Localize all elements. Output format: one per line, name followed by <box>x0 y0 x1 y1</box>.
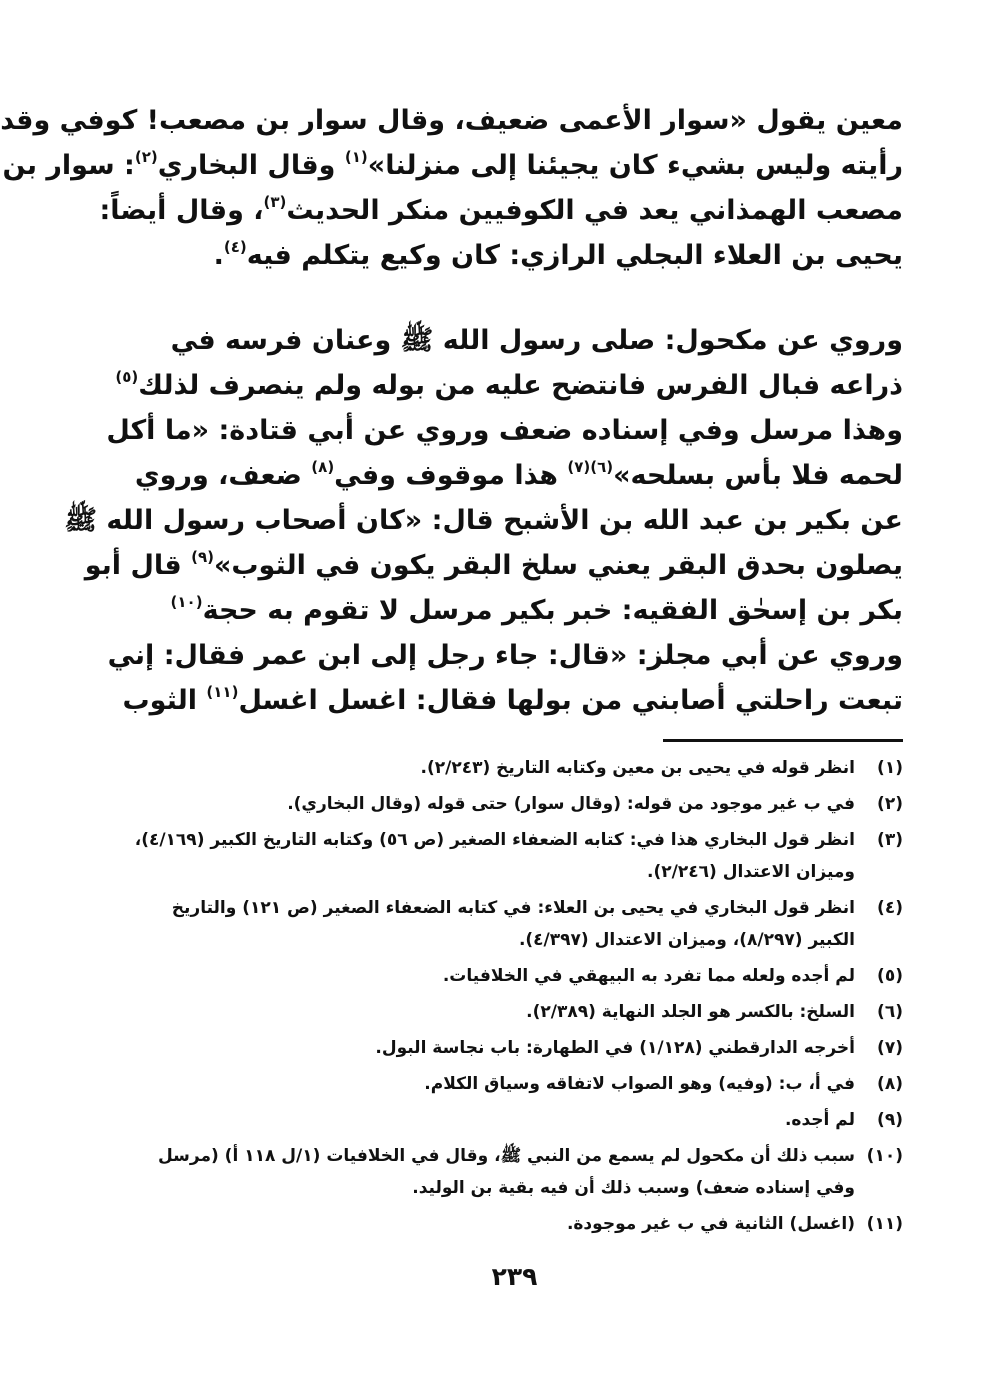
footnote-marker: (٨) <box>311 458 335 476</box>
footnote-number: (٥) <box>877 966 903 986</box>
footnote-text: انظر قول البخاري في يحيى بن العلاء: في كتابه الضعفاء الصغير (ص ١٢١) والتاريخ الكبير (٨/٢٩٧)، وميزان الاعتدال (٤/٣٩٧). <box>171 898 855 950</box>
footnote-number: (٢) <box>877 794 903 814</box>
footnote-text: في أ، ب: (وفيه) وهو الصواب لاتفاقه وسياق الكلام. <box>424 1074 855 1094</box>
footnote-number: (٤) <box>877 898 903 918</box>
text-line: يحيى بن العلاء البجلي الرازي: كان وكيع يتكلم فيه$^{(٤)}$. <box>213 238 903 271</box>
footnote-number: (١) <box>877 758 903 778</box>
footnote <box>123 996 903 1028</box>
footnote-text: أخرجه الدارقطني (١/١٢٨) في الطهارة: باب نجاسة البول. <box>375 1038 855 1058</box>
footnote <box>123 752 903 784</box>
footnote <box>123 788 903 820</box>
footnote-text: السلخ: بالكسر هو الجلد النهاية (٢/٣٨٩). <box>526 1002 855 1022</box>
footnote-text: لم أجده. <box>784 1110 855 1130</box>
main-paragraph-1 <box>0 98 903 278</box>
text-line: عن بكير بن عبد الله بن الأشبح قال: «كان أصحاب رسول الله ﷺ <box>64 505 903 536</box>
footnote <box>123 1208 903 1240</box>
footnote-marker: (٥) <box>115 368 139 386</box>
footnote <box>123 1104 903 1136</box>
footnote-marker: (١١) <box>206 683 239 701</box>
footnote-number: (٩) <box>877 1110 903 1130</box>
footnote-text: في ب غير موجود من قوله: (وقال سوار) حتى قوله (وقال البخاري). <box>287 794 855 814</box>
text-line: وروي عن مكحول: صلى رسول الله ﷺ وعنان فرسه في <box>170 325 903 356</box>
text-line: معين يقول «سوار الأعمى ضعيف، وقال سوار بن مصعب! كوفي وقد <box>0 105 903 136</box>
footnote <box>123 1032 903 1064</box>
text-line: يصلون بحدق البقر يعني سلخ البقر يكون في الثوب»$^{(٩)}$ قال أبو <box>84 548 903 581</box>
footnote-number: (٣) <box>877 830 903 850</box>
footnote-number: (١١) <box>866 1214 903 1234</box>
footnote-number: (٧) <box>877 1038 903 1058</box>
main-paragraph-2 <box>64 318 903 723</box>
footnote-marker: (٩) <box>191 548 214 566</box>
text-line: ذراعه فبال الفرس فانتضح عليه من بوله ولم ينصرف لذلك$^{(٥)}$ <box>115 368 903 401</box>
footnote-marker: (٢) <box>134 148 158 166</box>
footnote-number: (٨) <box>877 1074 903 1094</box>
footnote-text: انظر قوله في يحيى بن معين وكتابه التاريخ (٢/٢٤٣). <box>420 758 855 778</box>
footnote <box>123 892 903 956</box>
text-line: رأيته وليس بشيء كان يجيئنا إلى منزلنا»$^{(١)}$ وقال البخاري$^{(٢)}$: سوار بن <box>2 148 903 181</box>
text-line: بكر بن إسحٰق الفقيه: خبر بكير مرسل لا تقوم به حجة$^{(١٠)}$ <box>170 593 903 626</box>
text-line: تبعت راحلتي أصابني من بولها فقال: اغسل اغسل$^{(١١)}$ الثوب <box>122 683 903 716</box>
footnote-divider <box>663 739 903 742</box>
footnote <box>123 1140 903 1204</box>
footnotes-section <box>123 752 903 1244</box>
footnote-number: (٦) <box>877 1002 903 1022</box>
text-line: وهذا مرسل وفي إسناده ضعف وروي عن أبي قتادة: «ما أكل <box>106 415 903 446</box>
text-line: لحمه فلا بأس بسلحه»$^{(٦)(٧)}$ هذا موقوف وفي$^{(٨)}$ ضعف، وروي <box>134 458 903 491</box>
footnote-marker: (١٠) <box>170 593 203 611</box>
footnote-marker: (٧) <box>567 458 591 476</box>
footnote-text: انظر قول البخاري هذا في: كتابه الضعفاء الصغير (ص ٥٦) وكتابه التاريخ الكبير (٤/١٦٩)، وميزان الاعتدال (٢/٢٤٦). <box>134 830 855 882</box>
footnote-marker: (٣) <box>263 193 287 211</box>
page-number: ٢٣٩ <box>491 1262 538 1291</box>
footnote-text: (اغسل) الثانية في ب غير موجودة. <box>566 1214 855 1234</box>
footnote-text: لم أجده ولعله مما تفرد به البيهقي في الخلافيات. <box>442 966 855 986</box>
footnote-marker: (٤) <box>223 238 247 256</box>
footnote-marker: (٦) <box>590 458 614 476</box>
footnote-marker: (١) <box>344 148 368 166</box>
footnote-number: (١٠) <box>866 1146 903 1166</box>
text-line: وروي عن أبي مجلز: «قال: جاء رجل إلى ابن عمر فقال: إني <box>107 640 903 671</box>
footnote <box>123 1068 903 1100</box>
footnote-text: سبب ذلك أن مكحول لم يسمع من النبي ﷺ، وقال في الخلافيات (١/ل ١١٨ أ) (مرسل وفي إسناده ضعف) وسبب ذلك أن فيه بقية بن الوليد. <box>158 1146 855 1198</box>
text-line: مصعب الهمذاني يعد في الكوفيين منكر الحديث$^{(٣)}$، وقال أيضاً: <box>99 193 903 226</box>
footnote <box>123 960 903 992</box>
footnote <box>123 824 903 888</box>
